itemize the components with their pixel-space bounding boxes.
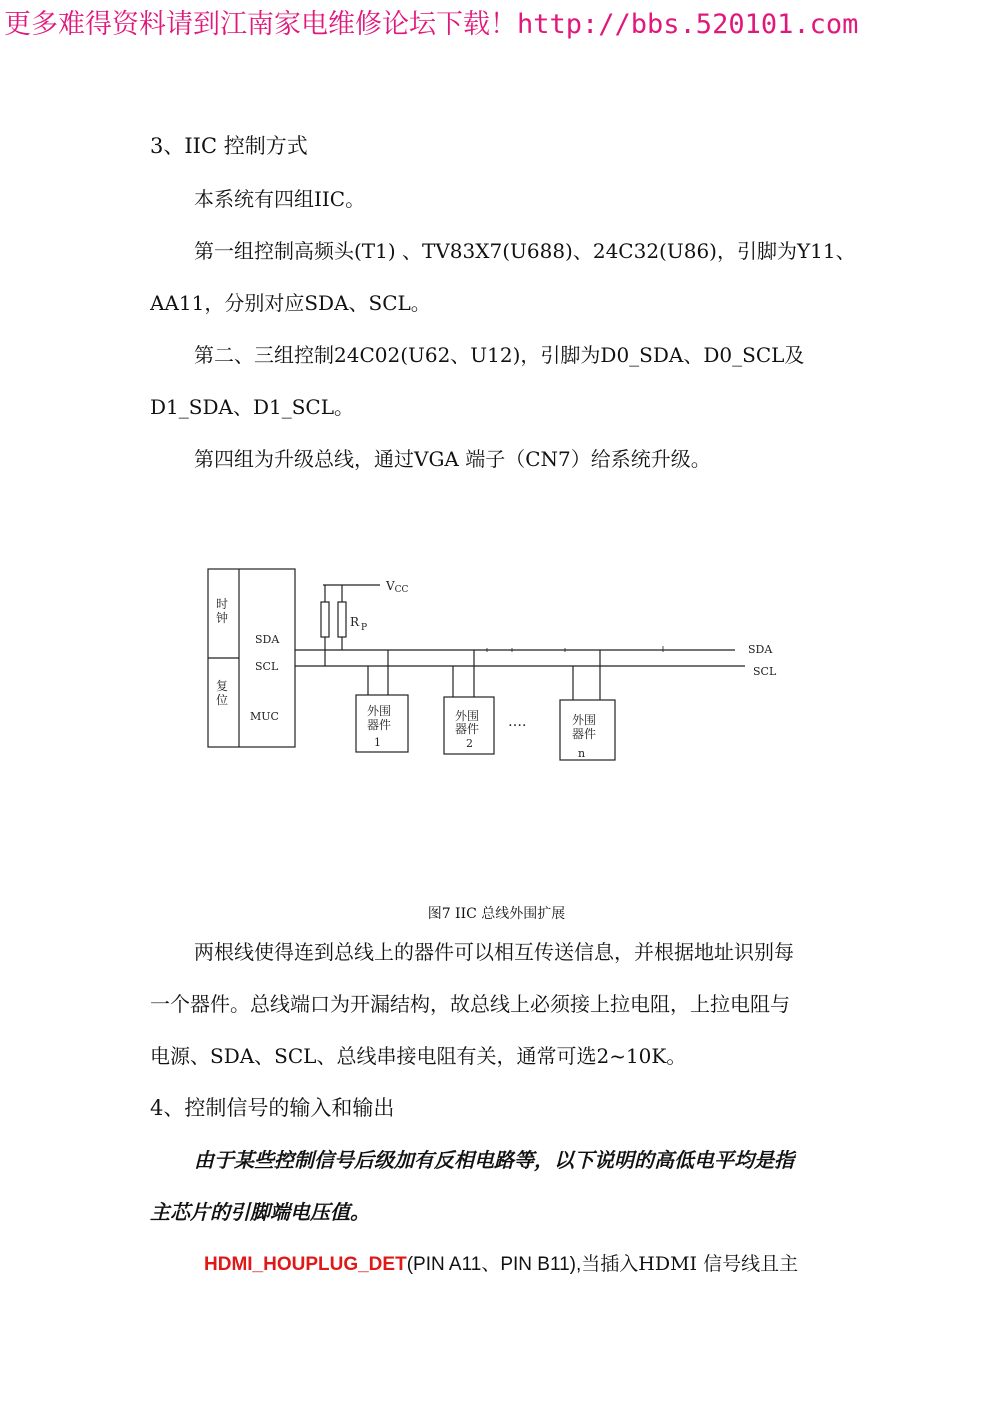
ellipsis-label: …. <box>508 714 527 730</box>
mcu-label: MUC <box>250 710 279 723</box>
bus-sda-label: SDA <box>748 643 773 656</box>
device1-label-2: 器件 <box>367 718 392 732</box>
deviceN-label-1: 外围 <box>572 713 597 727</box>
reset-label-2: 位 <box>216 693 229 707</box>
mcu-sda-label: SDA <box>255 633 280 646</box>
hdmi-description: 当插入HDMI 信号线且主 <box>581 1253 799 1275</box>
paragraph-group1-line1: 第一组控制高频头(T1) 、TV83X7(U688)、24C32(U86)，引脚为Y11、 <box>194 239 856 263</box>
deviceN-label-2: 器件 <box>572 727 597 741</box>
hdmi-signal-name: HDMI_HOUPLUG_DET <box>204 1254 407 1275</box>
section-3-heading: 3、IIC 控制方式 <box>150 134 308 158</box>
vcc-label: VCC <box>386 579 409 595</box>
bus-scl-label: SCL <box>753 665 777 678</box>
reset-label-1: 复 <box>216 679 229 693</box>
paragraph-bus-line3: 电源、SDA、SCL、总线串接电阻有关，通常可选2~10K。 <box>150 1044 687 1068</box>
paragraph-group4: 第四组为升级总线，通过VGA 端子（CN7）给系统升级。 <box>194 447 711 471</box>
deviceN-index: n <box>578 747 586 760</box>
note-line2: 主芯片的引脚端电压值。 <box>150 1200 370 1224</box>
device2-label-1: 外围 <box>455 709 480 723</box>
site-banner: 更多难得资料请到江南家电维修论坛下载！http://bbs.520101.com <box>4 9 859 40</box>
paragraph-iic-count: 本系统有四组IIC。 <box>194 187 366 211</box>
figure-caption: 图7 IIC 总线外围扩展 <box>427 906 566 922</box>
paragraph-group23-line2: D1_SDA、D1_SCL。 <box>150 395 354 419</box>
hdmi-paragraph <box>204 1251 798 1278</box>
clock-label-2: 钟 <box>216 611 229 625</box>
device2-label-2: 器件 <box>455 722 480 736</box>
note-line1: 由于某些控制信号后级加有反相电路等，以下说明的高低电平均是指 <box>194 1148 794 1172</box>
paragraph-group1-line2: AA11，分别对应SDA、SCL。 <box>150 291 431 315</box>
iic-bus-diagram <box>0 560 993 800</box>
hdmi-pins: (PIN A11、PIN B11), <box>406 1254 582 1275</box>
device1-index: 1 <box>374 736 381 749</box>
pullup-resistor-1 <box>321 602 329 637</box>
device1-label-1: 外围 <box>367 704 392 718</box>
rp-label: R $_P$ <box>350 615 368 633</box>
clock-label-1: 时 <box>216 597 229 611</box>
mcu-scl-label: SCL <box>255 660 279 673</box>
paragraph-bus-line1: 两根线使得连到总线上的器件可以相互传送信息，并根据地址识别每 <box>194 940 794 964</box>
section-4-heading: 4、控制信号的输入和输出 <box>150 1096 395 1120</box>
paragraph-bus-line2: 一个器件。总线端口为开漏结构，故总线上必须接上拉电阻，上拉电阻与 <box>150 992 790 1016</box>
device2-index: 2 <box>466 737 473 750</box>
paragraph-group23-line1: 第二、三组控制24C02(U62、U12)，引脚为D0_SDA、D0_SCL及 <box>194 343 805 367</box>
pullup-resistor-2 <box>338 602 346 637</box>
